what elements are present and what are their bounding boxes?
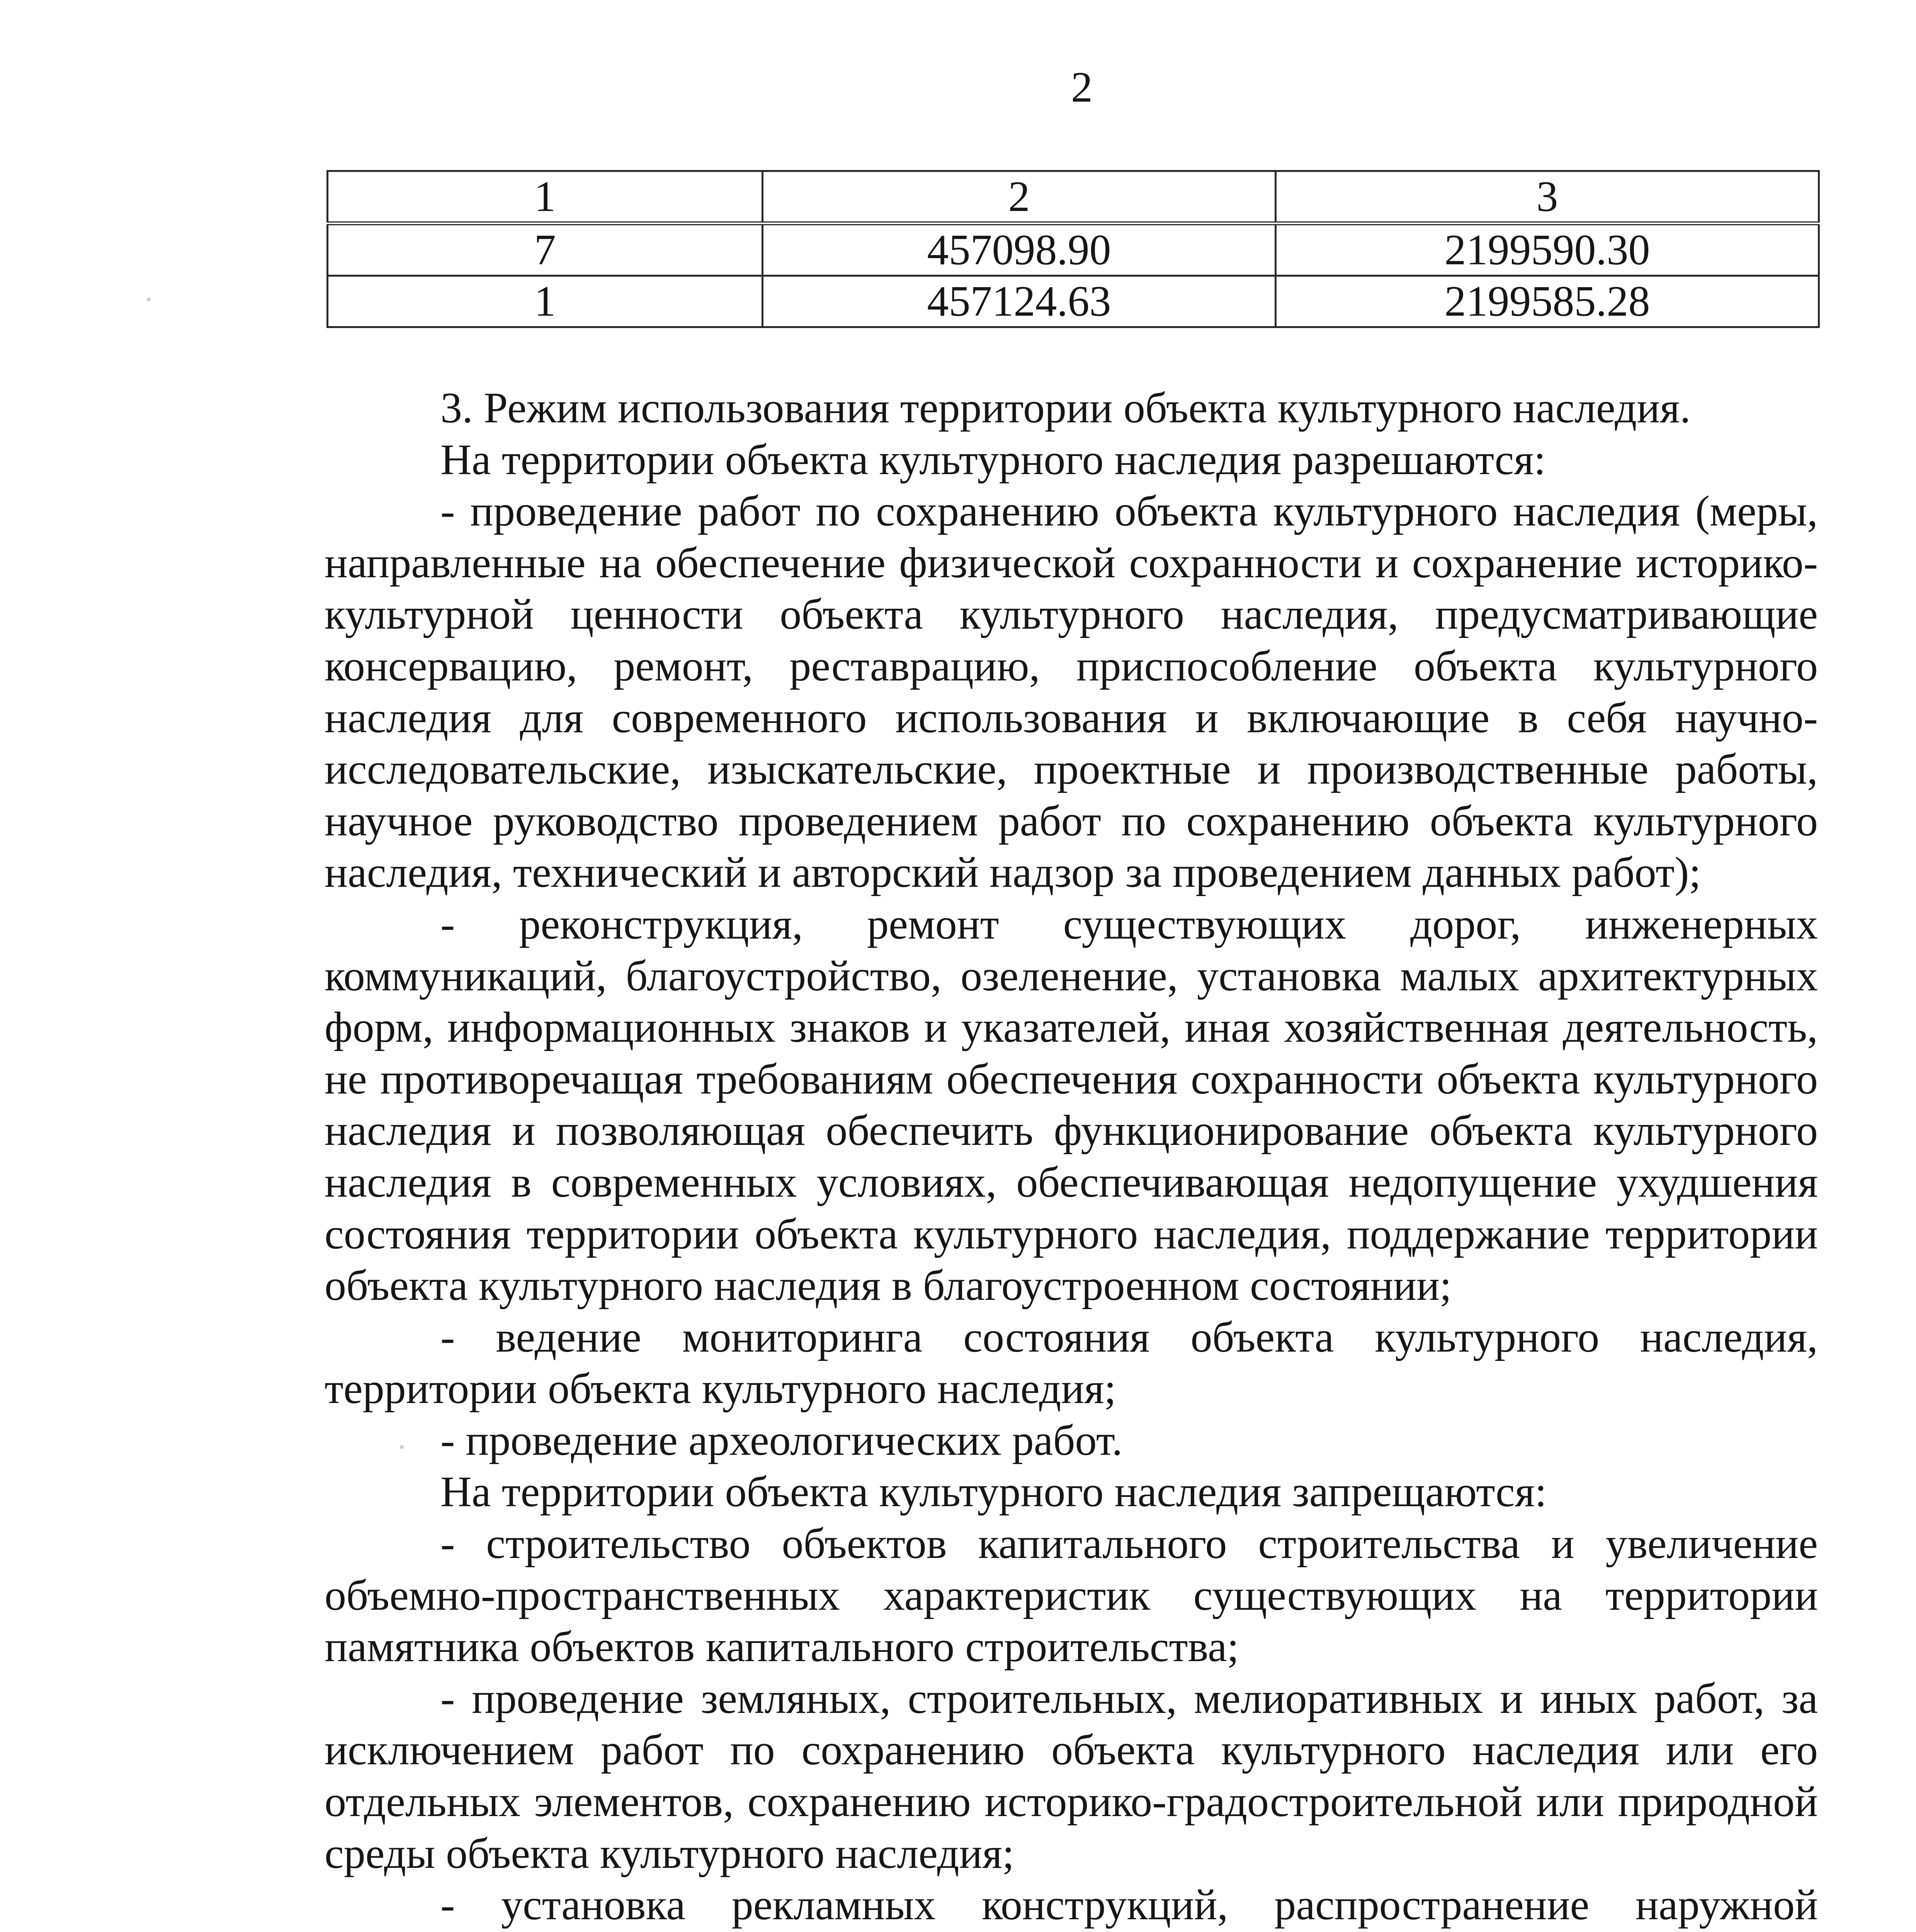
scan-speck — [400, 1445, 404, 1449]
paragraph-prohibited-intro: На территории объекта культурного наследия запрещаются: — [440, 1468, 1547, 1516]
table-header-cell: 3 — [1276, 171, 1819, 224]
table-header-cell: 2 — [763, 171, 1276, 224]
table-header-cell: 1 — [328, 171, 763, 224]
coordinates-table — [326, 170, 1820, 328]
table-cell-y: 2199585.28 — [1276, 276, 1819, 327]
table-row — [328, 276, 1819, 327]
list-item: - проведение земляных, строительных, мелиоративных и иных работ, за исключением работ по сохранению объекта культурного наследия или его отдельных элементов, сохранению историко-градостроительной или природной среды объекта культурного наследия; — [325, 1674, 1818, 1878]
list-item: - установка рекламных конструкций, распространение наружной — [440, 1881, 1818, 1929]
list-item: - проведение археологических работ. — [440, 1416, 1123, 1464]
table-cell-y: 2199590.30 — [1276, 223, 1819, 276]
table-header-row — [328, 171, 1819, 224]
section-heading: 3. Режим использования территории объекта культурного наследия. — [440, 384, 1691, 432]
document-body — [325, 383, 1818, 1932]
list-item: - строительство объектов капитального строительства и увеличение объемно-пространственных характеристик существующих на территории памятника объектов капитального строительства; — [325, 1520, 1818, 1671]
list-item: - ведение мониторинга состояния объекта культурного наследия, территории объекта культурного наследия; — [325, 1313, 1818, 1413]
table-cell-point: 1 — [328, 276, 763, 327]
page-number: 2 — [1071, 63, 1093, 111]
table-row — [328, 223, 1819, 276]
paragraph-permitted-intro: На территории объекта культурного наследия разрешаются: — [440, 435, 1546, 484]
table-cell-x: 457098.90 — [763, 223, 1276, 276]
table-cell-point: 7 — [328, 223, 763, 276]
table-cell-x: 457124.63 — [763, 276, 1276, 327]
list-item: - реконструкция, ремонт существующих дорог, инженерных коммуникаций, благоустройство, озеленение, установка малых архитектурных форм, информационных знаков и указателей, иная хозяйственная деятельность, не противоречащая требованиям обеспечения сохранности объекта культурного наследия и позволяющая обеспечить функционирование объекта культурного наследия в современных условиях, обеспечивающая недопущение ухудшения состояния территории объекта культурного наследия, поддержание территории объекта культурного наследия в благоустроенном состоянии; — [325, 900, 1818, 1310]
list-item: - проведение работ по сохранению объекта культурного наследия (меры, направленные на обеспечение физической сохранности и сохранение историко-культурной ценности объекта культурного наследия, предусматривающие консервацию, ремонт, реставрацию, приспособление объекта культурного наследия для современного использования и включающие в себя научно-исследовательские, изыскательские, проектные и производственные работы, научное руководство проведением работ по сохранению объекта культурного наследия, технический и авторский надзор за проведением данных работ); — [325, 487, 1818, 897]
scan-speck — [147, 298, 151, 301]
